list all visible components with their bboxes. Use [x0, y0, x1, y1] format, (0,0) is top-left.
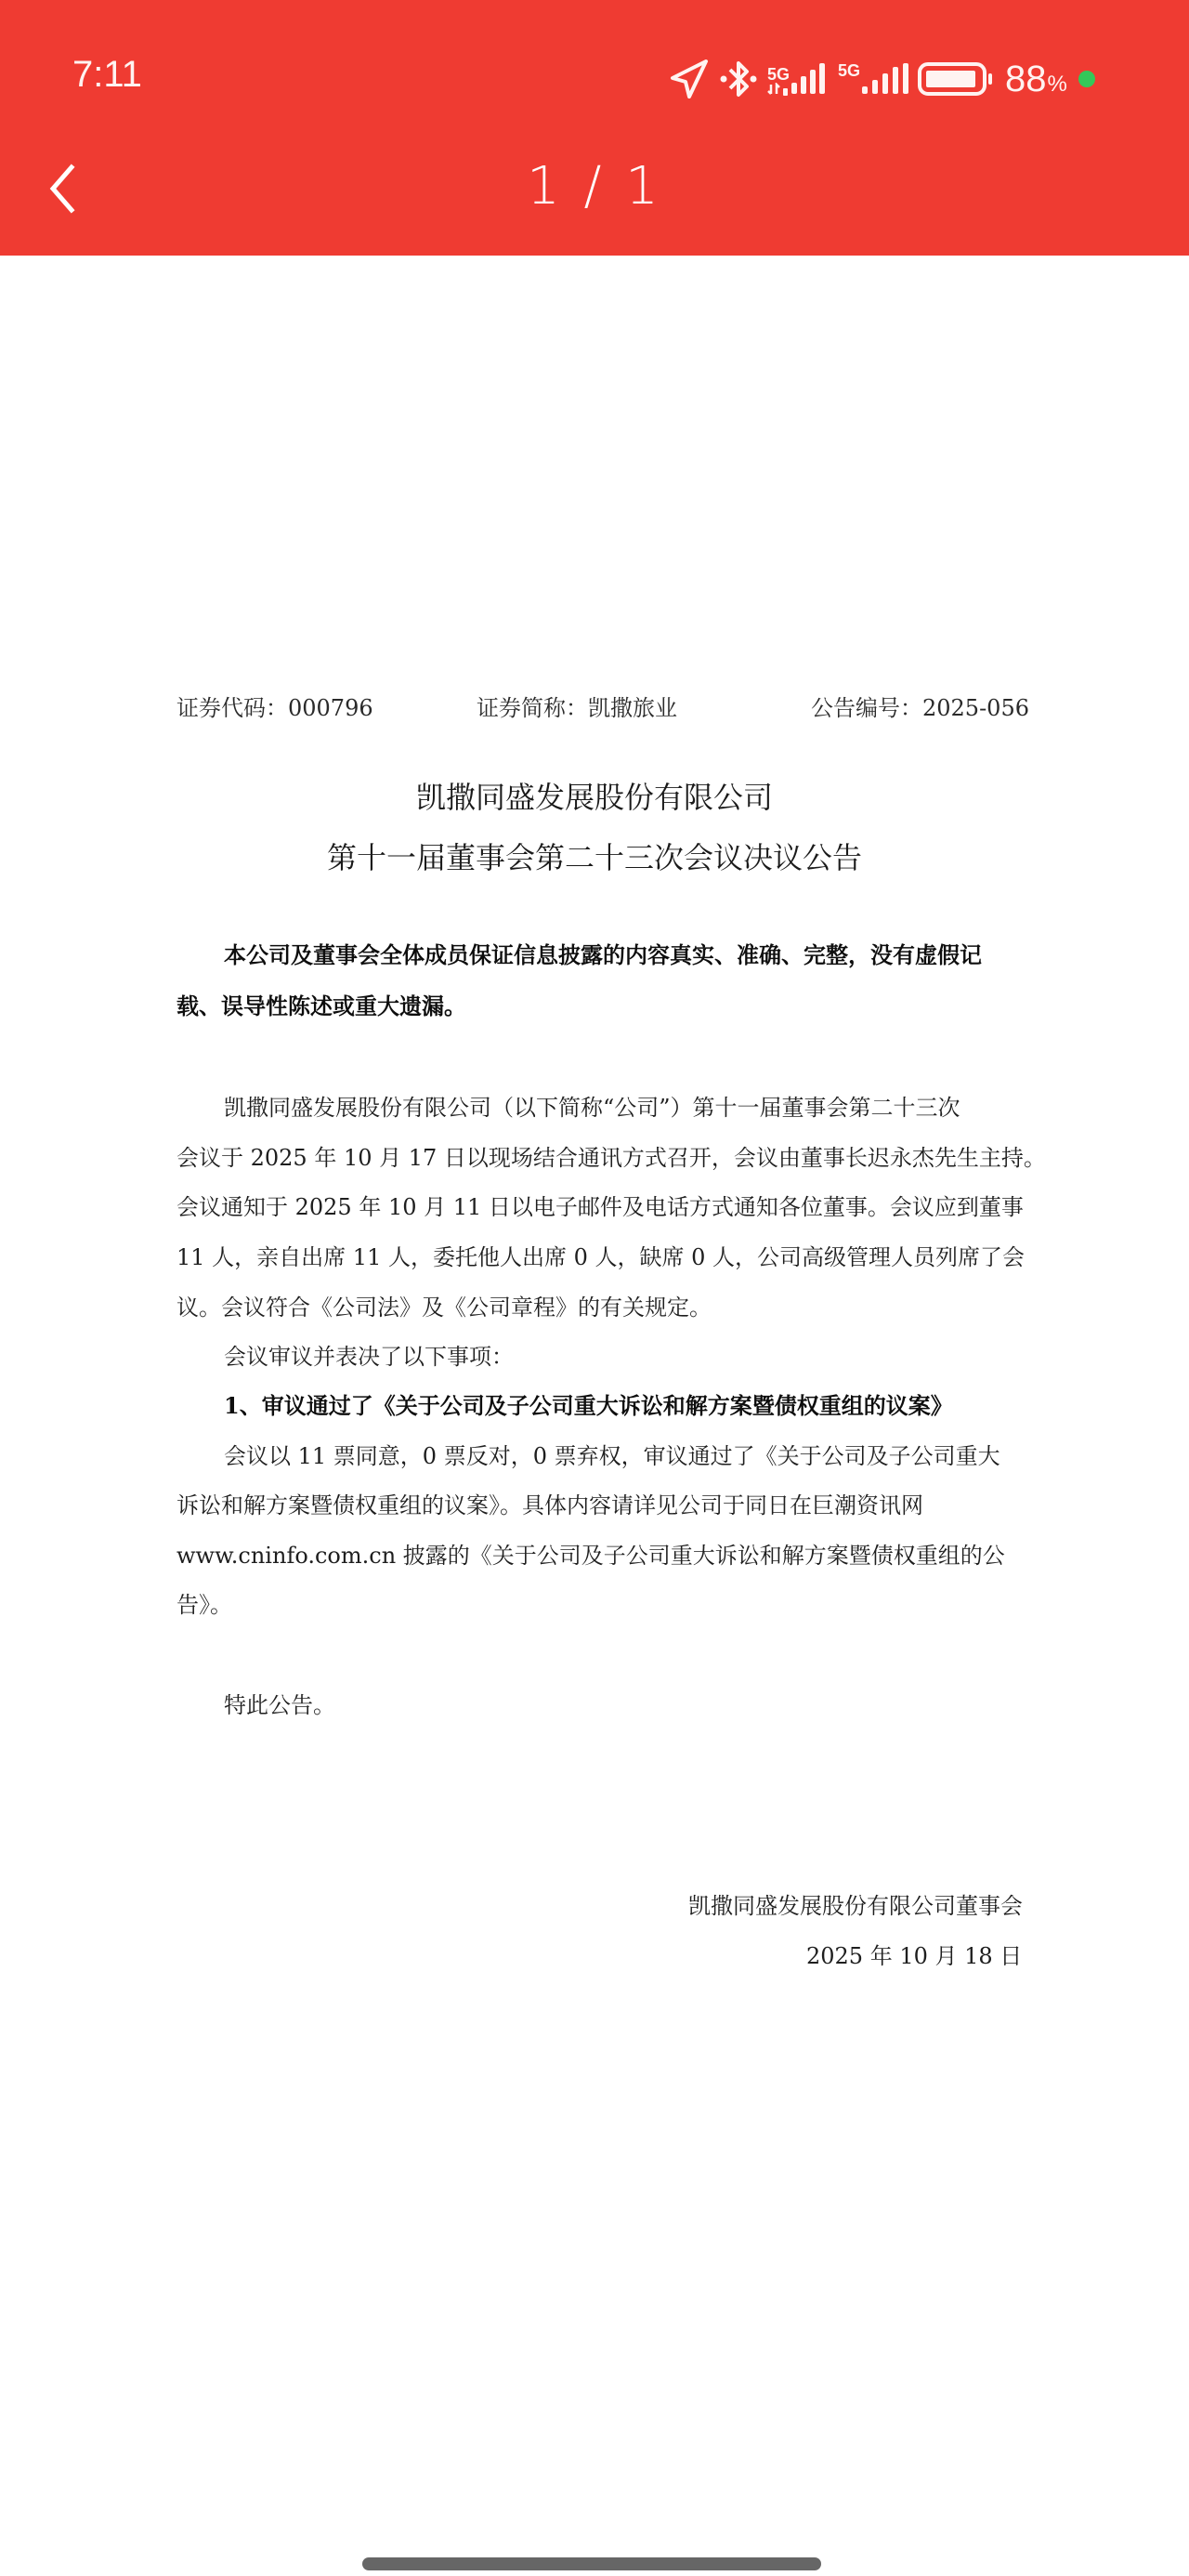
battery-icon — [918, 60, 996, 98]
network-type-label: 5G — [767, 65, 790, 84]
signature-date: 2025 年 10 月 18 日 — [806, 1943, 1023, 1969]
statement-line: 本公司及董事会全体成员保证信息披露的内容真实、准确、完整，没有虚假记 — [224, 941, 982, 968]
network-type-label: 5G — [838, 61, 861, 80]
paragraph-line: 告》。 — [176, 1592, 232, 1618]
paragraph-line: www.cninfo.com.cn 披露的《关于公司及子公司重大诉讼和解方案暨债权重组的公 — [176, 1543, 1005, 1569]
signal-5g-icon — [767, 62, 829, 96]
resolution-item-heading: 1、审议通过了《关于公司及子公司重大诉讼和解方案暨债权重组的议案》 — [224, 1392, 953, 1419]
bluetooth-icon — [719, 58, 758, 100]
stock-short-name: 证券简称：凯撒旅业 — [477, 695, 677, 721]
paragraph-line: 会议以 11 票同意，0 票反对，0 票弃权，审议通过了《关于公司及子公司重大 — [224, 1443, 1000, 1469]
battery-percent-sign: % — [1047, 72, 1067, 97]
paragraph-line: 诉讼和解方案暨债权重组的议案》。具体内容请详见公司于同日在巨潮资讯网 — [176, 1492, 923, 1518]
paragraph-line: 会议通知于 2025 年 10 月 11 日以电子邮件及电话方式通知各位董事。会议应到董事 — [176, 1194, 1024, 1220]
stock-code: 证券代码：000796 — [176, 695, 373, 721]
announcement-number: 公告编号：2025-056 — [811, 695, 1029, 721]
status-icons — [669, 56, 1095, 102]
paragraph-line: 会议于 2025 年 10 月 17 日以现场结合通讯方式召开，会议由董事长迟永杰先生主持。 — [176, 1145, 1046, 1171]
home-indicator[interactable] — [362, 2557, 821, 2570]
paragraph-line: 会议审议并表决了以下事项： — [224, 1344, 514, 1370]
location-arrow-icon — [669, 58, 710, 100]
signal-5g-icon — [838, 62, 908, 96]
battery-percent-value: 88 — [1005, 59, 1047, 99]
closing-remark: 特此公告。 — [224, 1692, 335, 1718]
paragraph-line: 11 人，亲自出席 11 人，委托他人出席 0 人，缺席 0 人，公司高级管理人员列席了会 — [176, 1244, 1026, 1270]
document-title-resolution: 第十一届董事会第二十三次会议决议公告 — [326, 840, 862, 875]
statement-line: 载、误导性陈述或重大遗漏。 — [176, 992, 466, 1019]
document-page — [0, 256, 1189, 2576]
paragraph-line: 议。会议符合《公司法》及《公司章程》的有关规定。 — [176, 1295, 712, 1321]
app-header — [0, 0, 1189, 256]
paragraph-line: 凯撒同盛发展股份有限公司（以下简称“公司”）第十一届董事会第二十三次 — [224, 1095, 960, 1121]
page-indicator: 1 / 1 — [527, 156, 662, 217]
document-title-company: 凯撒同盛发展股份有限公司 — [415, 780, 773, 815]
charging-dot-icon — [1078, 71, 1095, 87]
status-time: 7:11 — [72, 54, 142, 95]
battery-percent — [1005, 60, 1067, 98]
signature-board: 凯撒同盛发展股份有限公司董事会 — [688, 1893, 1023, 1919]
